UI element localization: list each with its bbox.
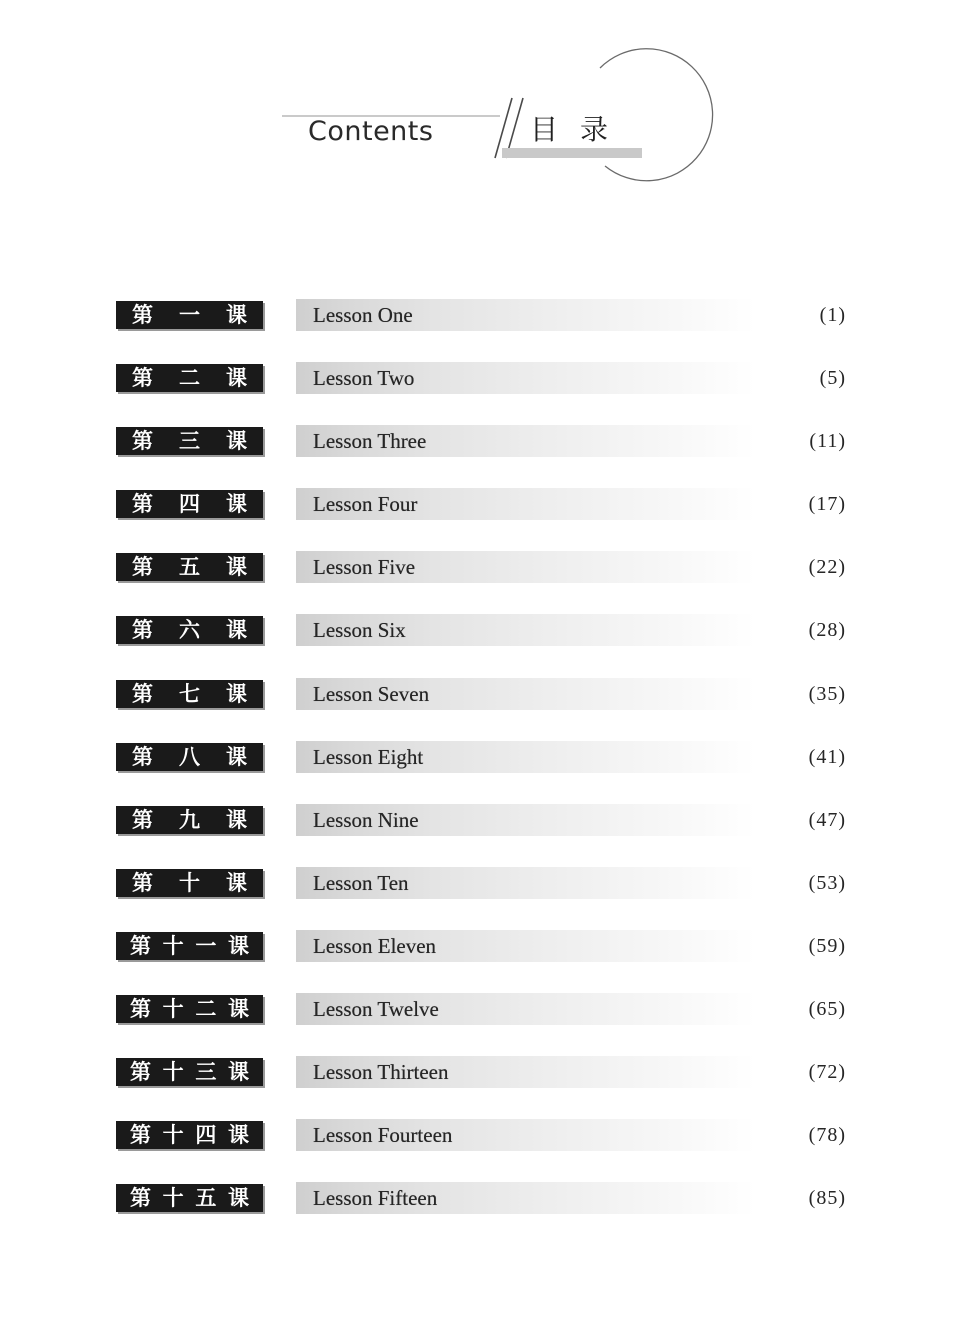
lesson-number-char: 二 (179, 365, 200, 391)
lesson-number-char: 课 (226, 680, 247, 706)
lesson-page-number: (85) (808, 1187, 846, 1210)
lesson-number-char: 一 (179, 302, 200, 327)
lesson-number-label (116, 301, 263, 329)
contents-title-en: Contents (308, 116, 434, 147)
lesson-title[interactable]: Lesson One (313, 303, 413, 327)
lesson-number-label (116, 1058, 263, 1086)
lesson-number-char: 第 (132, 806, 153, 832)
lesson-number-label (116, 1121, 263, 1149)
lesson-number-char: 一 (195, 932, 217, 958)
lesson-number-char: 十 (162, 1185, 184, 1211)
lesson-number-char: 十 (162, 1122, 184, 1148)
lesson-title[interactable]: Lesson Twelve (313, 997, 439, 1022)
lesson-number-char: 课 (226, 743, 247, 769)
lesson-number-char: 第 (132, 869, 153, 895)
lesson-page-number: (28) (808, 619, 846, 642)
lesson-number-char: 六 (179, 617, 200, 643)
lesson-title[interactable]: Lesson Five (313, 555, 416, 580)
contents-header (0, 0, 960, 220)
table-of-contents (0, 296, 960, 1242)
lesson-number-char: 课 (226, 806, 247, 832)
lesson-title[interactable]: Lesson Eight (313, 744, 424, 769)
lesson-number-label (116, 869, 263, 897)
lesson-number-char: 课 (227, 1122, 249, 1148)
lesson-page-number: (78) (808, 1124, 846, 1147)
lesson-title[interactable]: Lesson Two (313, 366, 415, 391)
lesson-number-char: 课 (226, 491, 247, 517)
toc-row[interactable] (0, 990, 960, 1053)
lesson-title[interactable]: Lesson Eleven (313, 933, 437, 958)
toc-row[interactable] (0, 675, 960, 738)
lesson-number-char: 八 (179, 743, 200, 769)
toc-row[interactable] (0, 1179, 960, 1242)
lesson-number-char: 十 (162, 996, 184, 1022)
lesson-number-label (116, 995, 263, 1023)
toc-row[interactable] (0, 801, 960, 864)
lesson-number-char: 课 (226, 365, 247, 391)
lesson-title[interactable]: Lesson Three (313, 429, 427, 454)
lesson-page-number: (17) (808, 493, 846, 516)
lesson-title[interactable]: Lesson Fifteen (313, 1186, 438, 1211)
lesson-title[interactable]: Lesson Seven (313, 681, 430, 706)
lesson-number-label (116, 806, 263, 834)
lesson-title[interactable]: Lesson Thirteen (313, 1060, 449, 1085)
lesson-title[interactable]: Lesson Four (313, 492, 418, 517)
lesson-page-number: (35) (808, 682, 846, 705)
lesson-number-char: 课 (226, 869, 247, 895)
lesson-number-char: 二 (195, 996, 217, 1022)
lesson-number-char: 三 (195, 1059, 217, 1085)
lesson-number-label (116, 553, 263, 581)
toc-row[interactable] (0, 927, 960, 990)
toc-row[interactable] (0, 296, 960, 359)
toc-row[interactable] (0, 548, 960, 611)
lesson-number-label (116, 932, 263, 960)
lesson-number-char: 十 (162, 932, 184, 958)
lesson-number-label (116, 616, 263, 644)
lesson-number-char: 课 (226, 554, 247, 580)
lesson-number-char: 课 (226, 617, 247, 643)
lesson-number-label (116, 680, 263, 708)
lesson-title[interactable]: Lesson Fourteen (313, 1123, 453, 1148)
lesson-number-char: 第 (132, 617, 153, 643)
lesson-number-char: 第 (130, 1059, 151, 1085)
lesson-number-char: 九 (179, 806, 200, 832)
lesson-page-number: (47) (808, 808, 846, 831)
lesson-number-char: 三 (179, 428, 200, 454)
lesson-number-char: 第 (132, 302, 153, 327)
lesson-page-number: (41) (808, 745, 846, 768)
lesson-number-char: 第 (130, 932, 151, 958)
lesson-number-char: 课 (226, 302, 247, 327)
lesson-page-number: (22) (808, 556, 846, 579)
lesson-number-char: 第 (132, 365, 153, 391)
contents-title-zh: 目录 (530, 113, 631, 146)
toc-row[interactable] (0, 359, 960, 422)
header-decoration (270, 40, 740, 190)
lesson-number-char: 第 (132, 680, 153, 706)
lesson-page-number: (11) (809, 430, 846, 453)
lesson-page-number: (59) (808, 934, 846, 957)
lesson-title[interactable]: Lesson Six (313, 618, 406, 643)
lesson-number-char: 十 (179, 869, 200, 895)
lesson-number-label (116, 490, 263, 518)
lesson-title[interactable]: Lesson Ten (313, 870, 409, 895)
lesson-number-label (116, 427, 263, 455)
lesson-number-char: 十 (162, 1059, 184, 1085)
lesson-number-char: 课 (227, 1185, 249, 1211)
lesson-number-label (116, 743, 263, 771)
lesson-number-char: 七 (179, 680, 200, 706)
toc-row[interactable] (0, 422, 960, 485)
lesson-number-char: 第 (132, 428, 153, 454)
lesson-number-char: 第 (132, 554, 153, 580)
lesson-number-char: 第 (132, 491, 153, 517)
lesson-number-char: 四 (195, 1122, 217, 1148)
lesson-number-char: 课 (227, 932, 249, 958)
lesson-number-label (116, 1184, 263, 1212)
lesson-page-number: (53) (808, 871, 846, 894)
lesson-page-number: (72) (808, 1061, 846, 1084)
toc-row[interactable] (0, 864, 960, 927)
lesson-page-number: (5) (819, 367, 846, 390)
lesson-number-char: 第 (130, 996, 151, 1022)
lesson-number-char: 课 (227, 996, 249, 1022)
toc-row[interactable] (0, 485, 960, 548)
lesson-title[interactable]: Lesson Nine (313, 807, 419, 832)
lesson-number-char: 五 (179, 554, 200, 580)
toc-row[interactable] (0, 1053, 960, 1116)
lesson-number-label (116, 364, 263, 392)
lesson-number-char: 五 (195, 1185, 217, 1211)
lesson-number-char: 第 (130, 1185, 151, 1211)
toc-row[interactable] (0, 1116, 960, 1179)
lesson-number-char: 四 (179, 491, 200, 517)
lesson-page-number: (1) (819, 304, 846, 326)
lesson-number-char: 课 (226, 428, 247, 454)
lesson-number-char: 课 (227, 1059, 249, 1085)
lesson-page-number: (65) (808, 998, 846, 1021)
toc-row[interactable] (0, 611, 960, 674)
lesson-number-char: 第 (132, 743, 153, 769)
toc-row[interactable] (0, 738, 960, 801)
lesson-number-char: 第 (130, 1122, 151, 1148)
